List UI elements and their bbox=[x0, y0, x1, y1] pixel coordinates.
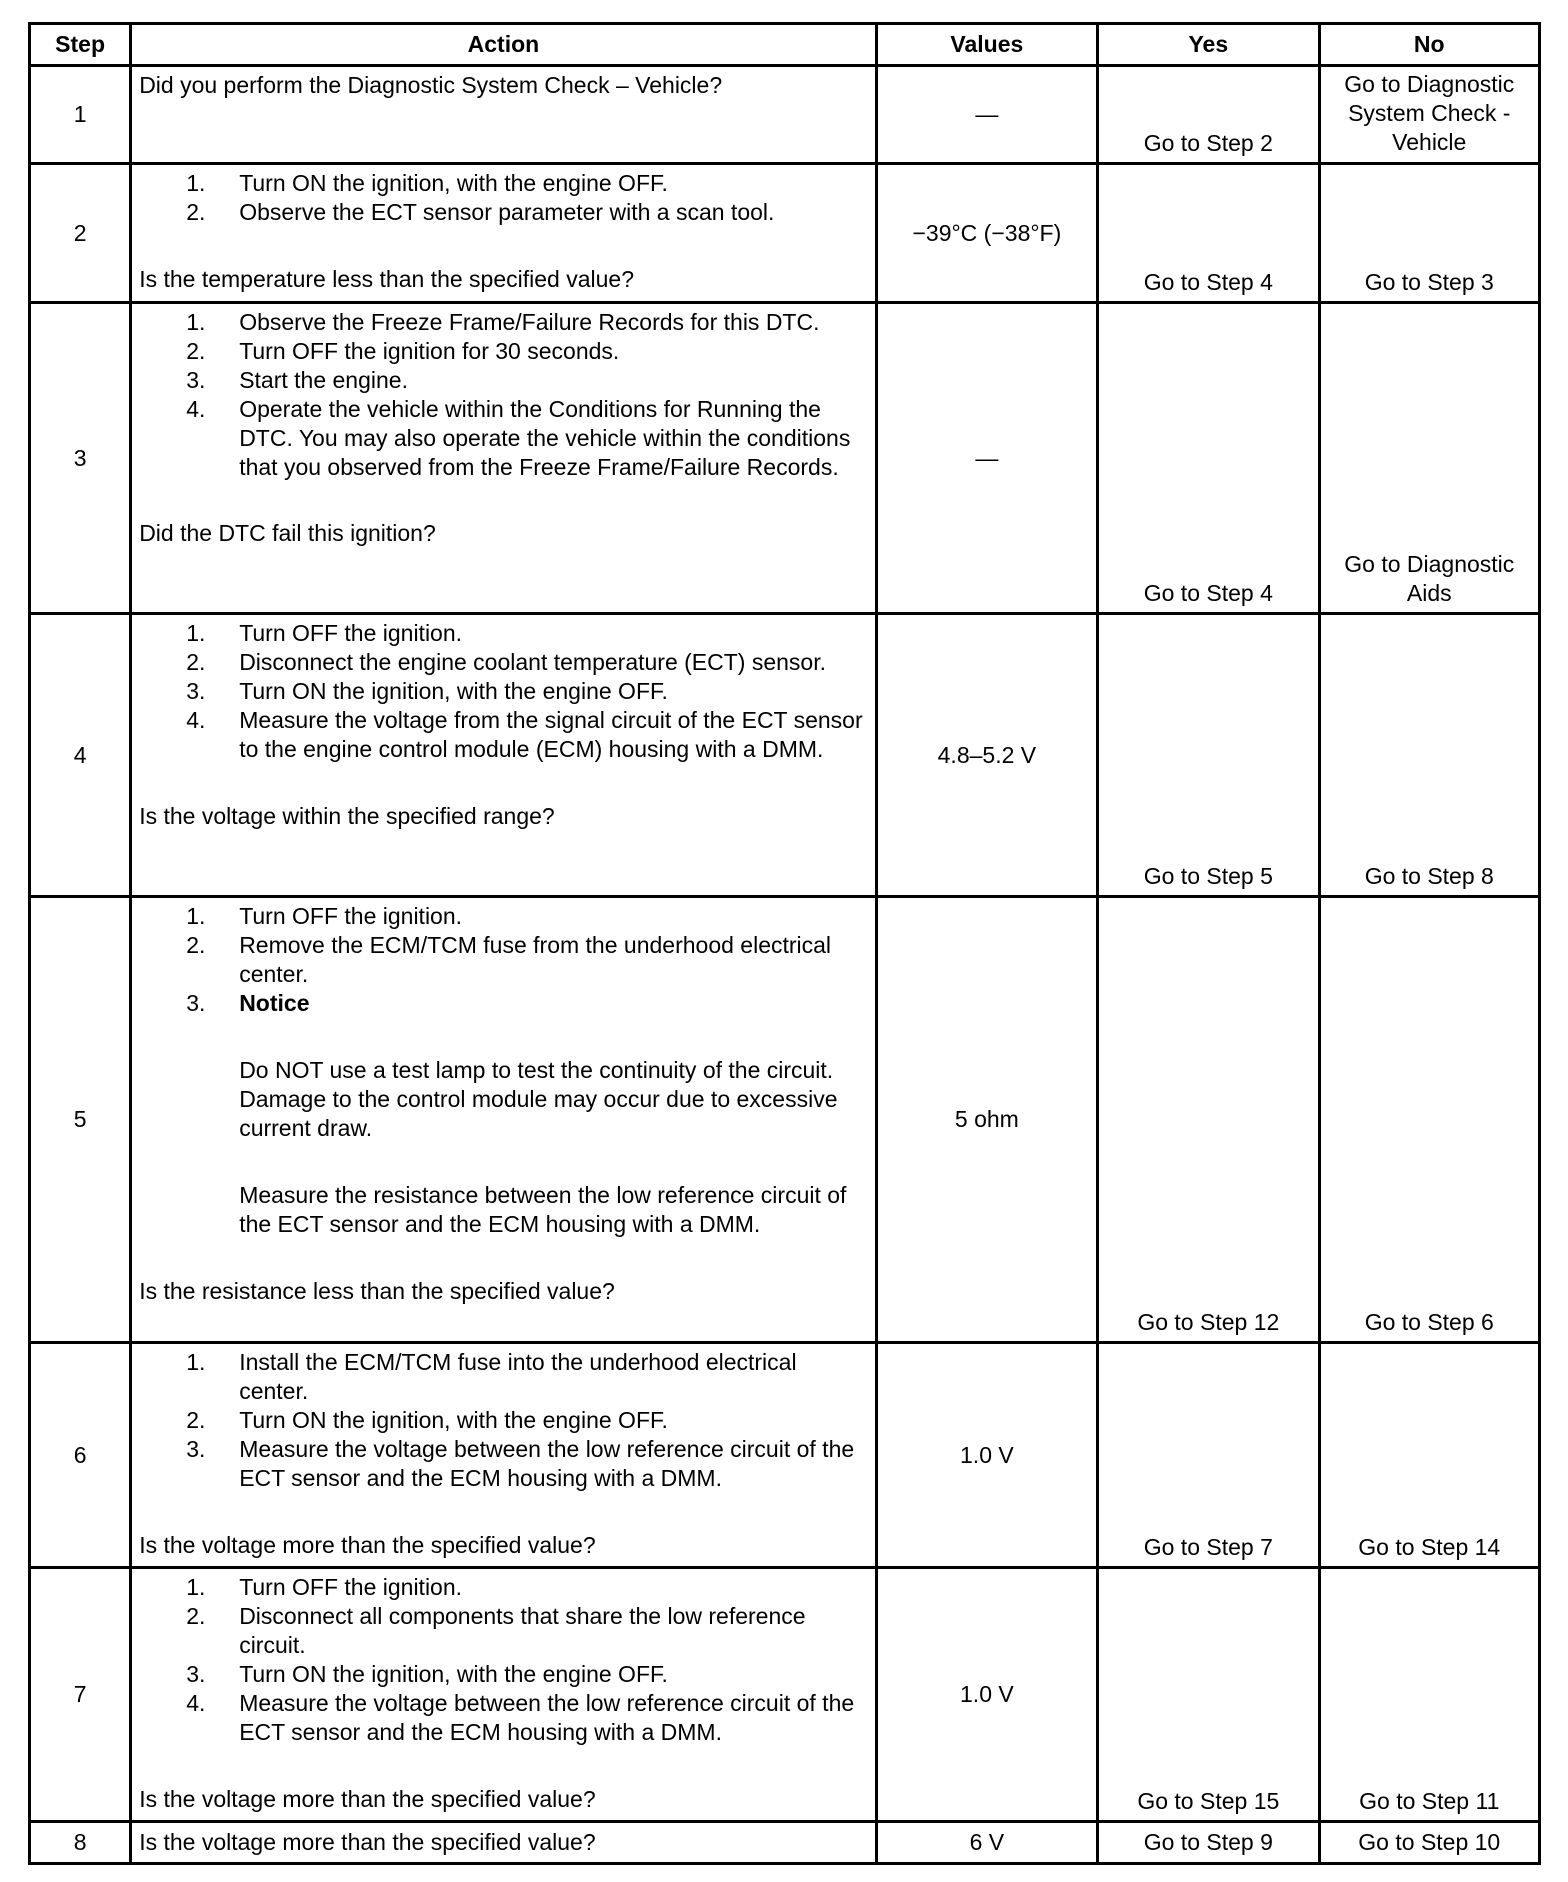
no-link[interactable]: Go to Step 11 bbox=[1319, 1568, 1539, 1822]
notice-title: Notice bbox=[239, 990, 310, 1016]
step-list bbox=[139, 1348, 870, 1493]
table-row-step-8 bbox=[30, 1822, 1540, 1864]
question-text: Did the DTC fail this ignition? bbox=[139, 520, 436, 546]
list-text: Turn OFF the ignition. bbox=[239, 1574, 463, 1600]
header-yes: Yes bbox=[1098, 24, 1319, 66]
list-text: Operate the vehicle within the Conditions for Running the DTC. You may also operate the vehicle within the conditions that you observed from the Freeze Frame/Failure Records. bbox=[239, 396, 851, 480]
list-number: 2. bbox=[186, 932, 206, 958]
list-text: Disconnect the engine coolant temperature (ECT) sensor. bbox=[239, 649, 826, 675]
list-text: Turn ON the ignition, with the engine OFF. bbox=[239, 170, 668, 196]
table-row-step-3 bbox=[30, 303, 1540, 614]
action-cell bbox=[131, 1568, 876, 1822]
list-text: Start the engine. bbox=[239, 367, 408, 393]
list-text: Observe the Freeze Frame/Failure Records for this DTC. bbox=[239, 309, 820, 335]
step-list bbox=[139, 169, 870, 227]
list-number: 3. bbox=[186, 1661, 206, 1687]
list-item bbox=[186, 1406, 870, 1435]
list-number: 1. bbox=[186, 1349, 206, 1375]
value-cell: 1.0 V bbox=[876, 1343, 1097, 1568]
value-cell: −39°C (−38°F) bbox=[876, 164, 1097, 303]
header-step: Step bbox=[30, 24, 131, 66]
yes-link[interactable]: Go to Step 12 bbox=[1098, 897, 1319, 1343]
action-cell bbox=[131, 614, 876, 897]
step-number: 1 bbox=[30, 66, 131, 164]
no-link[interactable]: Go to Step 6 bbox=[1319, 897, 1539, 1343]
list-item bbox=[186, 706, 870, 764]
list-item bbox=[186, 169, 870, 198]
table-row-step-4 bbox=[30, 614, 1540, 897]
list-number: 1. bbox=[186, 903, 206, 929]
list-text: Turn OFF the ignition for 30 seconds. bbox=[239, 338, 620, 364]
diagnostic-table bbox=[28, 22, 1541, 1865]
no-link[interactable]: Go to Diagnostic Aids bbox=[1319, 303, 1539, 614]
step-number: 7 bbox=[30, 1568, 131, 1822]
value-cell: — bbox=[876, 303, 1097, 614]
list-item bbox=[186, 902, 870, 931]
step-number: 2 bbox=[30, 164, 131, 303]
question-text: Is the resistance less than the specified value? bbox=[139, 1278, 615, 1304]
question-text: Is the voltage more than the specified value? bbox=[139, 1532, 596, 1558]
value-cell: — bbox=[876, 66, 1097, 164]
list-text: Remove the ECM/TCM fuse from the underhood electrical center. bbox=[239, 932, 832, 987]
yes-link[interactable]: Go to Step 4 bbox=[1098, 303, 1319, 614]
step-list bbox=[139, 619, 870, 764]
question-text: Is the voltage more than the specified value? bbox=[139, 1829, 596, 1855]
list-item bbox=[186, 931, 870, 989]
list-number: 4. bbox=[186, 1690, 206, 1716]
header-no: No bbox=[1319, 24, 1539, 66]
list-item bbox=[186, 1602, 870, 1660]
list-number: 2. bbox=[186, 1603, 206, 1629]
value-cell: 6 V bbox=[876, 1822, 1097, 1864]
header-values: Values bbox=[876, 24, 1097, 66]
question-text: Did you perform the Diagnostic System Check – Vehicle? bbox=[139, 72, 723, 98]
step-list bbox=[139, 308, 870, 482]
step-number: 4 bbox=[30, 614, 131, 897]
no-link[interactable]: Go to Step 10 bbox=[1319, 1822, 1539, 1864]
list-text: Disconnect all components that share the low reference circuit. bbox=[239, 1603, 806, 1658]
yes-link[interactable]: Go to Step 4 bbox=[1098, 164, 1319, 303]
list-number: 4. bbox=[186, 396, 206, 422]
table-row-step-1 bbox=[30, 66, 1540, 164]
no-link[interactable]: Go to Step 3 bbox=[1319, 164, 1539, 303]
notice-item bbox=[186, 989, 870, 1239]
list-item bbox=[186, 395, 870, 482]
list-number: 2. bbox=[186, 1407, 206, 1433]
step-number: 6 bbox=[30, 1343, 131, 1568]
list-item bbox=[186, 1435, 870, 1493]
table-row-step-6 bbox=[30, 1343, 1540, 1568]
list-number: 1. bbox=[186, 620, 206, 646]
list-item bbox=[186, 337, 870, 366]
list-text: Turn OFF the ignition. bbox=[239, 903, 463, 929]
yes-link[interactable]: Go to Step 15 bbox=[1098, 1568, 1319, 1822]
list-item bbox=[186, 1348, 870, 1406]
list-text: Turn ON the ignition, with the engine OFF. bbox=[239, 678, 668, 704]
list-text: Turn ON the ignition, with the engine OFF. bbox=[239, 1661, 668, 1687]
list-item bbox=[186, 1660, 870, 1689]
value-cell: 4.8–5.2 V bbox=[876, 614, 1097, 897]
list-number: 3. bbox=[186, 678, 206, 704]
yes-link[interactable]: Go to Step 9 bbox=[1098, 1822, 1319, 1864]
table-row-step-7 bbox=[30, 1568, 1540, 1822]
question-text: Is the voltage more than the specified value? bbox=[139, 1786, 596, 1812]
list-text: Measure the voltage between the low reference circuit of the ECT sensor and the ECM housing with a DMM. bbox=[239, 1690, 855, 1745]
step-list bbox=[139, 902, 870, 1239]
action-cell bbox=[131, 303, 876, 614]
action-cell bbox=[131, 66, 876, 164]
step-number: 5 bbox=[30, 897, 131, 1343]
list-number: 1. bbox=[186, 170, 206, 196]
table-row-step-2 bbox=[30, 164, 1540, 303]
list-item bbox=[186, 198, 870, 227]
header-row bbox=[30, 24, 1540, 66]
step-number: 3 bbox=[30, 303, 131, 614]
step-number: 8 bbox=[30, 1822, 131, 1864]
value-cell: 5 ohm bbox=[876, 897, 1097, 1343]
value-cell: 1.0 V bbox=[876, 1568, 1097, 1822]
list-item bbox=[186, 648, 870, 677]
list-number: 3. bbox=[186, 367, 206, 393]
question-text: Is the voltage within the specified range? bbox=[139, 803, 555, 829]
list-number: 2. bbox=[186, 338, 206, 364]
yes-link[interactable]: Go to Step 5 bbox=[1098, 614, 1319, 897]
list-number: 2. bbox=[186, 649, 206, 675]
list-text: Measure the voltage from the signal circuit of the ECT sensor to the engine control module (ECM) housing with a DMM. bbox=[239, 707, 863, 762]
list-item bbox=[186, 677, 870, 706]
list-number: 1. bbox=[186, 309, 206, 335]
no-link[interactable]: Go to Step 8 bbox=[1319, 614, 1539, 897]
no-link[interactable]: Go to Diagnostic System Check - Vehicle bbox=[1319, 66, 1539, 164]
list-item bbox=[186, 1573, 870, 1602]
list-text: Turn ON the ignition, with the engine OFF. bbox=[239, 1407, 668, 1433]
table-row-step-5 bbox=[30, 897, 1540, 1343]
list-item bbox=[186, 308, 870, 337]
list-number: 1. bbox=[186, 1574, 206, 1600]
notice-paragraph: Measure the resistance between the low reference circuit of the ECT sensor and the ECM housing with a DMM. bbox=[239, 1182, 847, 1237]
list-item bbox=[186, 366, 870, 395]
action-cell bbox=[131, 1822, 876, 1864]
list-text: Measure the voltage between the low reference circuit of the ECT sensor and the ECM housing with a DMM. bbox=[239, 1436, 855, 1491]
list-item bbox=[186, 619, 870, 648]
yes-link[interactable]: Go to Step 2 bbox=[1098, 66, 1319, 164]
action-cell bbox=[131, 164, 876, 303]
step-list bbox=[139, 1573, 870, 1747]
action-cell bbox=[131, 1343, 876, 1568]
header-action: Action bbox=[131, 24, 876, 66]
notice-paragraph: Do NOT use a test lamp to test the continuity of the circuit. Damage to the control module may occur due to excessive current draw. bbox=[239, 1057, 838, 1141]
list-number: 3. bbox=[186, 990, 206, 1016]
list-text: Observe the ECT sensor parameter with a scan tool. bbox=[239, 199, 775, 225]
list-item bbox=[186, 1689, 870, 1747]
question-text: Is the temperature less than the specified value? bbox=[139, 266, 634, 292]
list-number: 3. bbox=[186, 1436, 206, 1462]
action-cell bbox=[131, 897, 876, 1343]
list-number: 2. bbox=[186, 199, 206, 225]
yes-link[interactable]: Go to Step 7 bbox=[1098, 1343, 1319, 1568]
list-number: 4. bbox=[186, 707, 206, 733]
no-link[interactable]: Go to Step 14 bbox=[1319, 1343, 1539, 1568]
list-text: Turn OFF the ignition. bbox=[239, 620, 463, 646]
list-text: Install the ECM/TCM fuse into the underhood electrical center. bbox=[239, 1349, 797, 1404]
